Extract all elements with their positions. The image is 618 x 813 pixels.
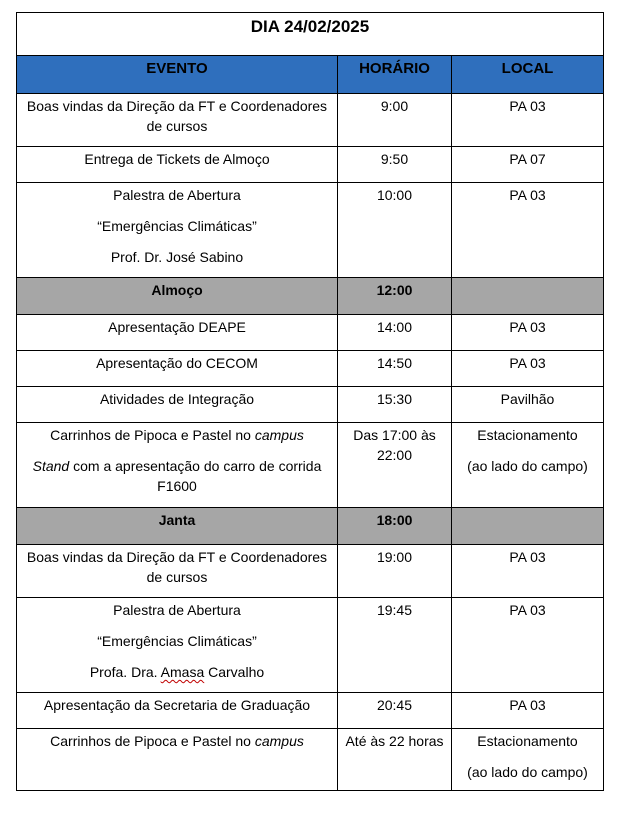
event-line: Carrinhos de Pipoca e Pastel no campus — [50, 427, 304, 443]
time-cell: 9:50 — [338, 147, 452, 183]
table-row — [17, 598, 604, 693]
event-line: Profa. Dra. Amasa Carvalho — [89, 664, 265, 680]
event-cell: Apresentação do CECOM — [17, 351, 338, 387]
event-cell — [17, 423, 338, 508]
location-cell: PA 07 — [452, 147, 604, 183]
time-cell: 15:30 — [338, 387, 452, 423]
event-cell: Entrega de Tickets de Almoço — [17, 147, 338, 183]
table-row — [17, 508, 604, 545]
time-cell: 10:00 — [338, 183, 452, 278]
event-cell — [17, 598, 338, 693]
table-row — [17, 315, 604, 351]
event-line: Palestra de Abertura — [113, 187, 241, 203]
event-cell: Apresentação DEAPE — [17, 315, 338, 351]
event-line: “Emergências Climáticas” — [97, 218, 257, 234]
location-line: (ao lado do campo) — [467, 458, 588, 474]
event-cell: Atividades de Integração — [17, 387, 338, 423]
location-cell: PA 03 — [452, 598, 604, 693]
location-line: Estacionamento — [477, 733, 578, 749]
time-cell: Até às 22 horas — [338, 729, 452, 791]
location-cell: PA 03 — [452, 351, 604, 387]
time-cell: 14:00 — [338, 315, 452, 351]
time-cell: 20:45 — [338, 693, 452, 729]
event-cell: Boas vindas da Direção da FT e Coordenadores de cursos — [17, 94, 338, 147]
table-row — [17, 147, 604, 183]
time-cell: Das 17:00 às 22:00 — [338, 423, 452, 508]
location-cell: PA 03 — [452, 545, 604, 598]
table-row — [17, 351, 604, 387]
header-evento: EVENTO — [17, 56, 338, 94]
header-row — [17, 56, 604, 94]
table-row — [17, 545, 604, 598]
location-cell — [452, 278, 604, 315]
time-cell: 14:50 — [338, 351, 452, 387]
table-row — [17, 693, 604, 729]
title-row — [17, 13, 604, 56]
event-cell: Janta — [17, 508, 338, 545]
location-cell — [452, 729, 604, 791]
schedule-table — [16, 12, 604, 791]
time-cell: 19:00 — [338, 545, 452, 598]
table-row — [17, 94, 604, 147]
location-cell: PA 03 — [452, 183, 604, 278]
location-line: Estacionamento — [477, 427, 578, 443]
table-row — [17, 278, 604, 315]
header-horario: HORÁRIO — [338, 56, 452, 94]
event-cell: Almoço — [17, 278, 338, 315]
location-cell: PA 03 — [452, 94, 604, 147]
event-line: Prof. Dr. José Sabino — [110, 249, 244, 265]
event-line: “Emergências Climáticas” — [97, 633, 257, 649]
page-title: DIA 24/02/2025 — [17, 13, 604, 56]
table-row — [17, 387, 604, 423]
event-cell — [17, 183, 338, 278]
time-cell: 18:00 — [338, 508, 452, 545]
event-line: Stand com a apresentação do carro de corrida F1600 — [32, 458, 322, 494]
location-cell: PA 03 — [452, 315, 604, 351]
time-cell: 12:00 — [338, 278, 452, 315]
location-cell — [452, 508, 604, 545]
time-cell: 19:45 — [338, 598, 452, 693]
event-cell — [17, 729, 338, 791]
location-cell: Pavilhão — [452, 387, 604, 423]
event-cell: Apresentação da Secretaria de Graduação — [17, 693, 338, 729]
event-line: Palestra de Abertura — [113, 602, 241, 618]
table-row — [17, 729, 604, 791]
location-line: (ao lado do campo) — [467, 764, 588, 780]
event-line: Carrinhos de Pipoca e Pastel no campus — [50, 733, 304, 749]
event-cell: Boas vindas da Direção da FT e Coordenadores de cursos — [17, 545, 338, 598]
location-cell: PA 03 — [452, 693, 604, 729]
table-row — [17, 183, 604, 278]
header-local: LOCAL — [452, 56, 604, 94]
table-row — [17, 423, 604, 508]
location-cell — [452, 423, 604, 508]
time-cell: 9:00 — [338, 94, 452, 147]
